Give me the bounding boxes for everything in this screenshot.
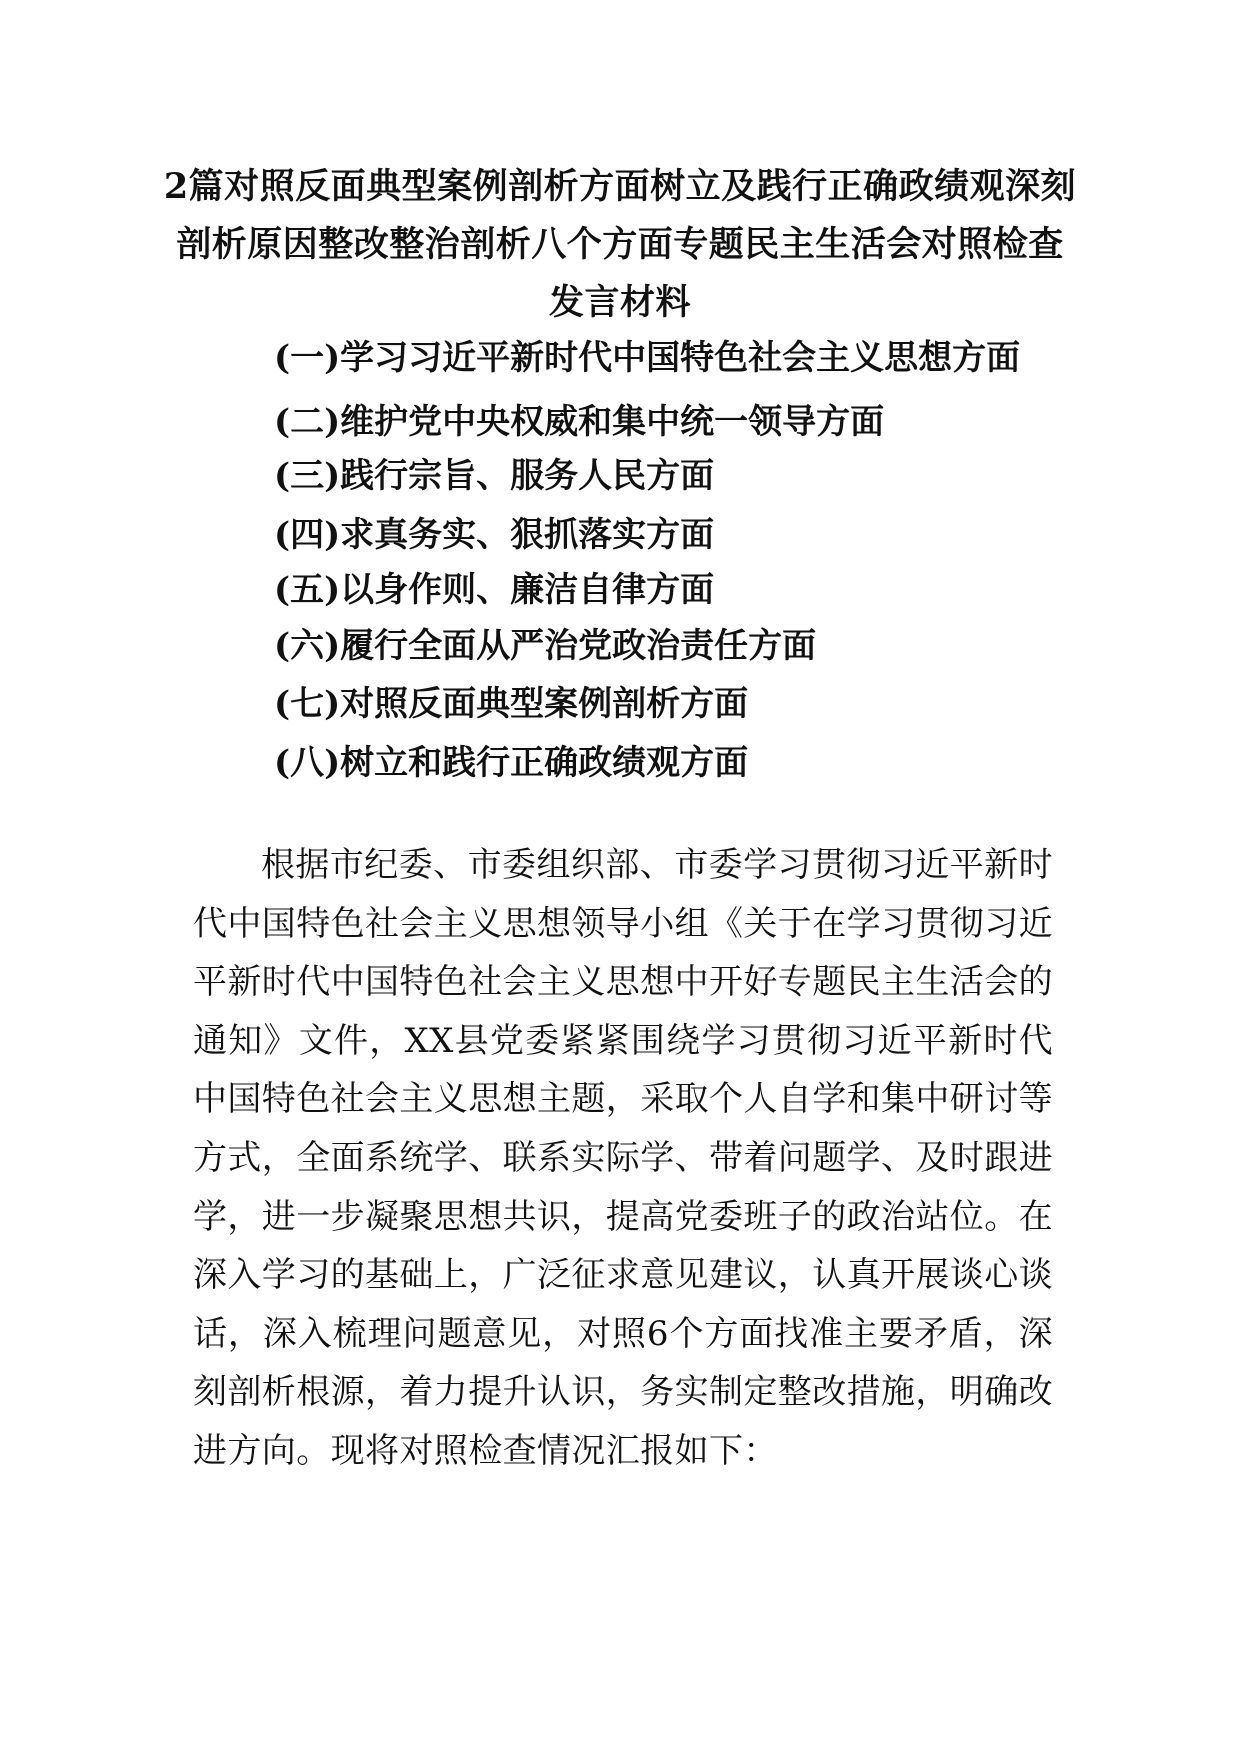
title-line-2: 剖析原因整改整治剖析八个方面专题民主生活会对照检查 (176, 224, 1064, 265)
section-heading-8: (八)树立和践行正确政绩观方面 (274, 743, 749, 783)
title-line-3: 发言材料 (548, 282, 691, 323)
section-heading-3: (三)践行宗旨、服务人民方面 (274, 456, 715, 496)
section-heading-2: (二)维护党中央权威和集中统一领导方面 (274, 402, 885, 442)
section-heading-1: (一)学习习近平新时代中国特色社会主义思想方面 (274, 338, 1021, 378)
title-line-1: 2篇对照反面典型案例剖析方面树立及践行正确政绩观深刻 (163, 166, 1077, 207)
section-heading-4: (四)求真务实、狠抓落实方面 (274, 515, 715, 555)
section-heading-7: (七)对照反面典型案例剖析方面 (274, 684, 749, 724)
document-title (150, 158, 1090, 332)
section-heading-6: (六)履行全面从严治党政治责任方面 (274, 626, 817, 666)
body-paragraph: 根据市纪委、市委组织部、市委学习贯彻习近平新时代中国特色社会主义思想领导小组《关于在学习贯彻习近平新时代中国特色社会主义思想中开好专题民主生活会的通知》文件，XX县党委紧紧围绕学习贯彻习近平新时代中国特色社会主义思想主题，采取个人自学和集中研讨等方式，全面系统学、联系实际学、带着问题学、及时跟进学，进一步凝聚思想共识，提高党委班子的政治站位。在深入学习的基础上，广泛征求意见建议，认真开展谈心谈话，深入梳理问题意见，对照6个方面找准主要矛盾，深刻剖析根源，着力提升认识，务实制定整改措施，明确改进方向。现将对照检查情况汇报如下： (193, 845, 1053, 1471)
section-heading-5: (五)以身作则、廉洁自律方面 (274, 570, 715, 610)
